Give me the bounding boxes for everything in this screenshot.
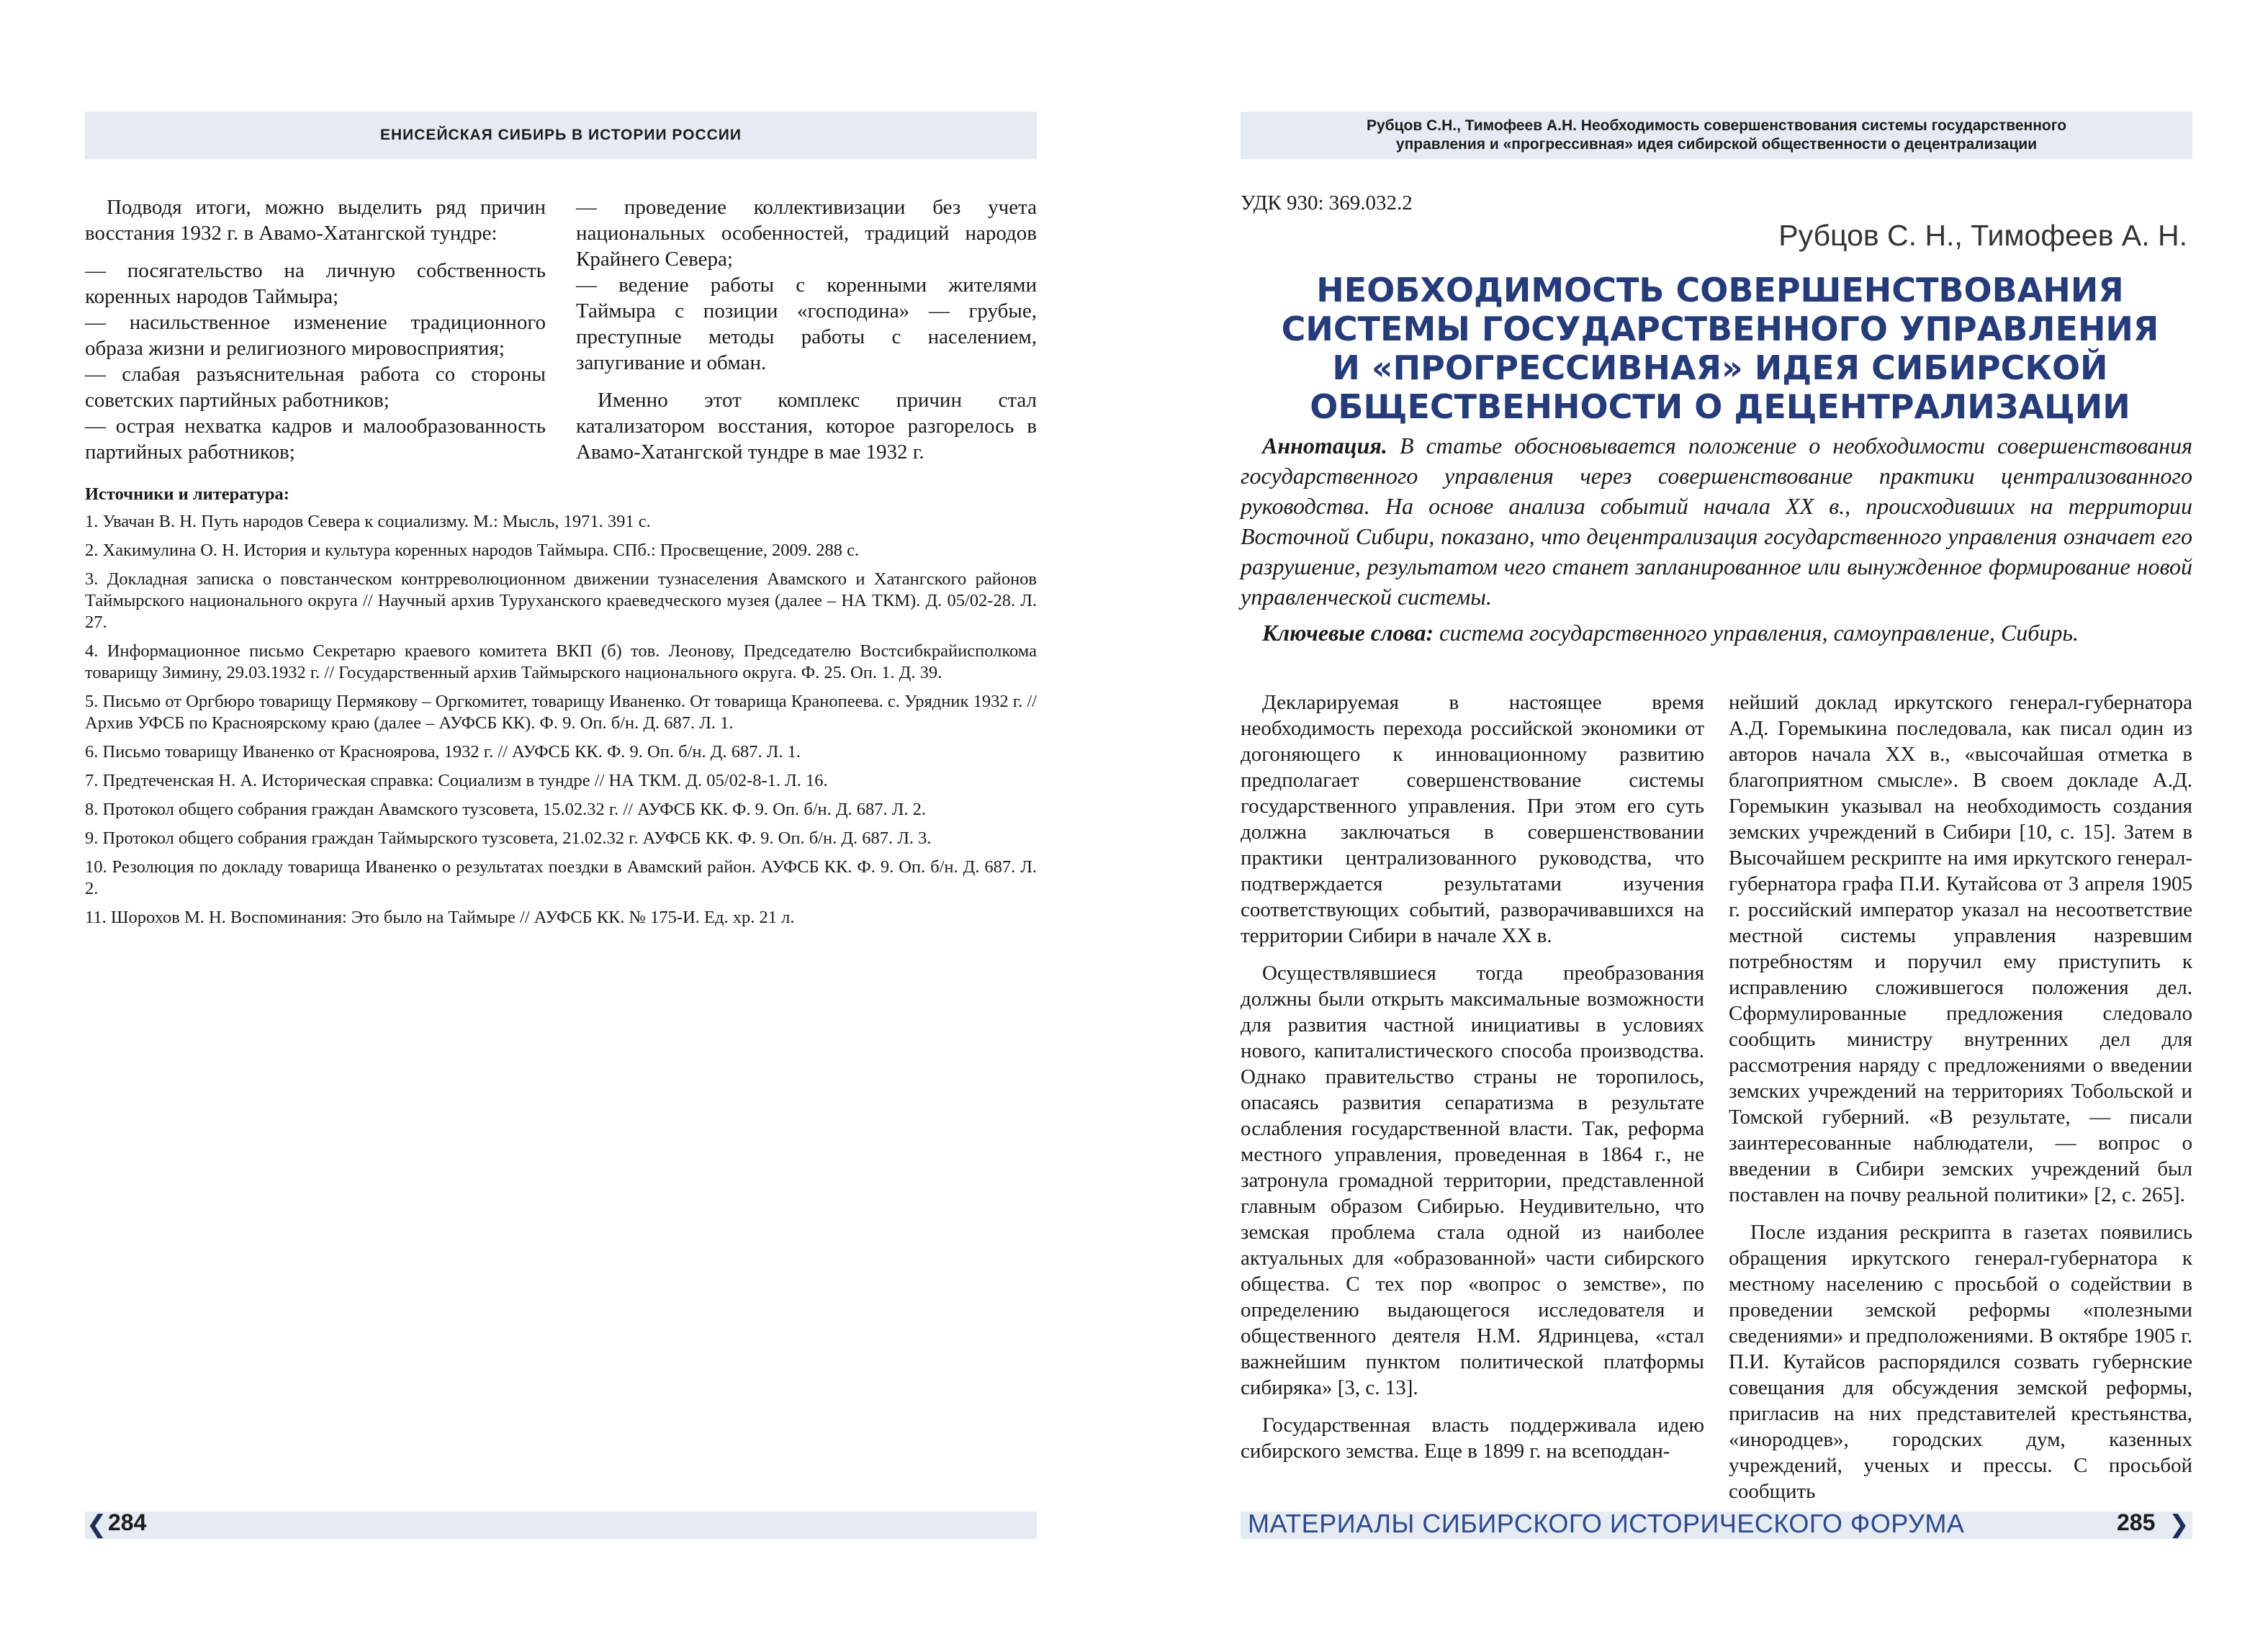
title-line: ОБЩЕСТВЕННОСТИ О ДЕЦЕНТРАЛИЗАЦИИ [1310,387,2130,426]
reference-item: 7. Предтеченская Н. А. Историческая справка: Социализм в тундре // НА ТКМ. Д. 05/02-8-1. Л. 16. [85,771,828,790]
references-heading: Источники и литература: [85,484,289,504]
reference-item: 11. Шорохов М. Н. Воспоминания: Это было на Таймыре // АУФСБ КК. № 175-И. Ед. хр. 21 л. [85,908,795,927]
chevron-left-icon: ❮ [86,1510,107,1539]
title-line: И «ПРОГРЕССИВНАЯ» ИДЕЯ СИБИРСКОЙ [1332,348,2108,387]
body-paragraph: Осуществлявшиеся тогда преобразования должны были открыть максимальные возможности для развития частной инициативы в условиях нового, капиталистического способа производства. Однако правительство страны не торопилось, опасаясь развития сепаратизма в результате ослабления государственной власти. Так, реформа местного управления, проведенная в 1864 г., не затронула громадной территории, представленной главным образом Сибирью. Неудивительно, что земская проблема стала одной из наиболее актуальных для «образованной» части сибирского общества. С тех пор «вопрос о земстве», по определению выдающегося исследователя и общественного деятеля Н.М. Ядринцева, «стал важнейшим пунктом политической платформы сибиряка» [3, с. 13]. [1241,962,1704,1399]
abstract-text: В статье обосновывается положение о необходимости совершенствования государственного управления через совершенствование практики централизованного руководства. На основе анализа событий начала XX в., происходивших на территории Восточной Сибири, показано, что децентрализация государственного управления означает его разрушение, результатом чего станет запланированное или вынужденное формирование новой управленческой системы. [1241,433,2193,610]
conclusion-paragraph: Именно этот комплекс причин стал катализатором восстания, которое разгорелось в Авамо-Хатангской тундре в мае 1932 г. [576,389,1037,464]
body-paragraph: Декларируемая в настоящее время необходимость перехода российской экономики от догоняющего к инновационному развитию предполагает совершенствование системы государственного управления. При этом его суть должна заключаться в совершенствовании практики централизованного руководства, что подтверждается результатами изучения соответствующих событий, разворачивавшихся на территории Сибири в начале XX в. [1241,691,1704,947]
right-column-1 [1241,690,1704,1476]
reference-item: 5. Письмо от Оргбюро товарищу Пермякову – Оргкомитет, товарищу Иваненко. От товарища Кранопеева. с. Урядник 1932 г. // Архив УФСБ по Красноярскому краю (далее – АУФСБ КК). Ф. 9. Оп. б/н. Д. 687. Л. 1. [85,692,1037,733]
body-paragraph: После издания рескрипта в газетах появились обращения иркутского генерал-губернатора к местному населению с просьбой о содействии в проведении земской реформы «полезными сведениями» и предположениями. В октябре 1905 г. П.И. Кутайсов распорядился созвать губернские совещания для обсуждения земской реформы, пригласив на них представителей крестьянства, «инородцев», городских дум, казенных учреждений, ученых и прессы. С просьбой сообщить [1729,1221,2192,1503]
abstract-label: Аннотация. [1262,433,1387,459]
left-column-1 [85,194,546,465]
title-line: НЕОБХОДИМОСТЬ СОВЕРШЕНСТВОВАНИЯ [1316,271,2124,310]
list-item: — проведение коллективизации без учета национальных особенностей, традиций народов Крайнего Севера; [576,196,1037,271]
footer-bar [85,1512,1037,1539]
list-item: — острая нехватка кадров и малообразованность партийных работников; [85,415,546,464]
keywords-label: Ключевые слова: [1262,620,1434,646]
list-item: — насильственное изменение традиционного образа жизни и религиозного мировосприятия; [85,311,546,360]
list-item: — посягательство на личную собственность коренных народов Таймыра; [85,259,546,308]
title-line: СИСТЕМЫ ГОСУДАРСТВЕННОГО УПРАВЛЕНИЯ [1281,310,2159,348]
list-item: — ведение работы с коренными жителями Таймыра с позиции «господина» — грубые, преступные методы работы с населением, запугивание и обман. [576,274,1037,374]
keywords-text: система государственного управления, самоуправление, Сибирь. [1439,620,2079,646]
reference-item: 3. Докладная записка о повстанческом контрреволюционном движении тузнаселения Авамского и Хатангского районов Таймырского национального округа // Научный архив Туруханского краеведческого музея (далее – НА ТКМ). Д. 05/02-28. Л. 27. [85,569,1037,632]
right-column-2 [1729,690,2192,1516]
running-header: ЕНИСЕЙСКАЯ СИБИРЬ В ИСТОРИИ РОССИИ [85,112,1037,159]
page-number: 285 [2117,1509,2156,1535]
left-column-2 [576,194,1037,477]
reference-item: 10. Резолюция по докладу товарища Иваненко о результатах поездки в Авамский район. АУФСБ КК. Ф. 9. Оп. б/н. Д. 687. Л. 2. [85,857,1037,898]
intro-paragraph: Подводя итоги, можно выделить ряд причин восстания 1932 г. в Авамо-Хатангской тундре: [85,196,546,245]
body-paragraph: нейший доклад иркутского генерал-губернатора А.Д. Горемыкина последовала, как писал один из авторов начала XX в., «высочайшая отметка в благоприятном смысле». В своем докладе А.Д. Горемыкин указывал на необходимость создания земских учреждений в Сибири [10, с. 15]. Затем в Высочайшем рескрипте на имя иркутского генерал-губернатора графа П.И. Кутайсова от 3 апреля 1905 г. российский император указал на несоответствие местной системы управления назревшим потребностям и поручил ему приступить к исправлению сложившегося положения дел. Сформулированные предложения следовало сообщить министру внутренних дел для рассмотрения наряду с предложениями о введении земских учреждений на территориях Тобольской и Томской губерний. «В результате, — писали заинтересованные наблюдатели, — вопрос о введении в Сибири земских учреждений был поставлен на почву реальной политики» [2, с. 265]. [1729,691,2192,1206]
page-number: 284 [108,1509,147,1535]
reference-item: 4. Информационное письмо Секретарю краевого комитета ВКП (б) тов. Леонову, Председателю Востсибкрайисполкома товарищу Зимину, 29.03.1932 г. // Государственный архив Таймырского национального округа. Ф. 25. Оп. 1. Д. 39. [85,641,1037,682]
list-item: — слабая разъяснительная работа со стороны советских партийных работников; [85,363,546,412]
running-header [1241,112,2192,159]
reference-item: 1. Увачан В. Н. Путь народов Севера к социализму. М.: Мысль, 1971. 391 с. [85,512,651,531]
article-authors: Рубцов С. Н., Тимофеев А. Н. [1778,219,2187,252]
reference-item: 9. Протокол общего собрания граждан Таймырского тузсовета, 21.02.32 г. АУФСБ КК. Ф. 9. Оп. б/н. Д. 687. Л. 3. [85,828,932,848]
right-page [1134,0,2268,1644]
chevron-right-icon: ❯ [2169,1510,2190,1539]
udk-code: УДК 930: 369.032.2 [1241,191,1413,214]
running-header-line: Рубцов С.Н., Тимофеев А.Н. Необходимость совершенствования системы государственного [1366,117,2067,134]
reference-item: 8. Протокол общего собрания граждан Авамского тузсовета, 15.02.32 г. // АУФСБ КК. Ф. 9. Оп. б/н. Д. 687. Л. 2. [85,800,927,819]
body-paragraph: Государственная власть поддерживала идею сибирского земства. Еще в 1899 г. на всеподдан- [1241,1414,1704,1463]
journal-title: МАТЕРИАЛЫ СИБИРСКОГО ИСТОРИЧЕСКОГО ФОРУМА [1248,1509,1965,1538]
abstract [1241,430,2192,648]
reference-item: 6. Письмо товарищу Иваненко от Красноярова, 1932 г. // АУФСБ КК. Ф. 9. Оп. б/н. Д. 687. Л. 1. [85,742,801,762]
article-title [1241,271,2200,426]
running-header-line: управления и «прогрессивная» идея сибирской общественности о децентрализации [1395,136,2038,153]
references [85,484,1037,936]
reference-item: 2. Хакимулина О. Н. История и культура коренных народов Таймыра. СПб.: Просвещение, 2009. 288 с. [85,541,860,560]
